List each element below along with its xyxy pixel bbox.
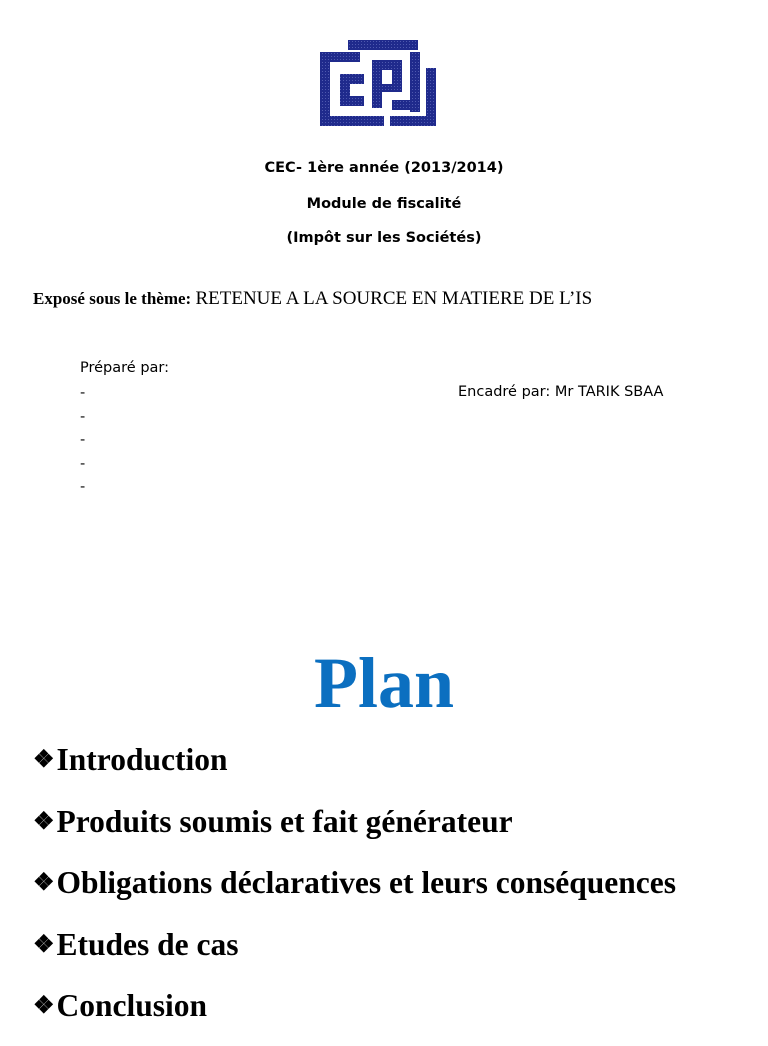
plan-list — [33, 738, 676, 1046]
list-item: - — [80, 479, 86, 495]
list-item — [33, 738, 676, 800]
theme-subject: RETENUE A LA SOURCE EN MATIERE DE L’IS — [195, 288, 593, 309]
list-item — [33, 800, 676, 862]
plan-item-label: Conclusion — [56, 988, 208, 1023]
supervisor-text: Encadré par: Mr TARIK SBAA — [458, 384, 664, 400]
theme-line — [33, 288, 592, 310]
list-item: - — [80, 385, 86, 401]
list-item — [33, 923, 676, 985]
list-item: - — [80, 455, 86, 472]
diamond-bullet-icon: ❖ — [33, 870, 55, 896]
plan-item-label: Produits soumis et fait générateur — [56, 803, 513, 839]
diamond-bullet-icon: ❖ — [33, 931, 55, 958]
prepared-by-label: Préparé par: — [80, 360, 169, 376]
diamond-bullet-icon: ❖ — [33, 747, 55, 773]
theme-label: Exposé sous le thème: — [33, 289, 196, 308]
cec-logo-icon — [318, 34, 438, 130]
list-item: - — [80, 432, 86, 448]
module-subtitle: (Impôt sur les Sociétés) — [286, 230, 482, 246]
diamond-bullet-icon: ❖ — [33, 808, 55, 835]
module-name: Module de fiscalité — [306, 196, 462, 212]
plan-item-label: Obligations déclaratives et leurs conséquences — [56, 865, 676, 900]
plan-item-label: Introduction — [56, 742, 228, 777]
plan-item-label: Etudes de cas — [56, 926, 239, 962]
prepared-by-list — [80, 384, 85, 502]
list-item — [33, 861, 676, 923]
course-year: CEC- 1ère année (2013/2014) — [264, 160, 504, 176]
diamond-bullet-icon: ❖ — [33, 993, 55, 1019]
list-item: - — [80, 408, 86, 425]
plan-title: Plan — [313, 643, 455, 723]
list-item — [33, 984, 676, 1046]
